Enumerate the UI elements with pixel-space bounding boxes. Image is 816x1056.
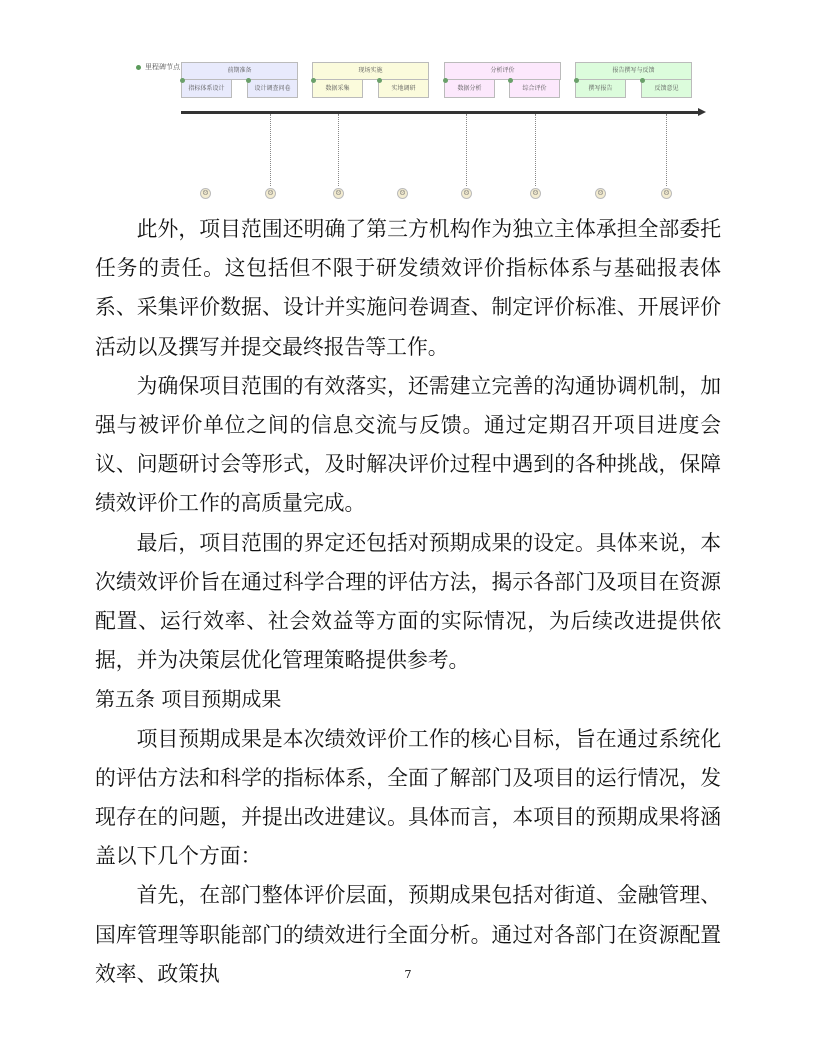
page-number: 7: [404, 968, 412, 981]
stage-4: 报告撰写与反馈: [575, 62, 692, 80]
milestone-dot-icon: [640, 78, 645, 83]
stage-2: 现场实施: [312, 62, 429, 80]
task: [181, 80, 232, 98]
dotted-connector: [270, 114, 271, 186]
task-label: 数据采集: [325, 85, 350, 92]
task-label: 指标体系设计: [188, 85, 225, 92]
timeline-diagram: [0, 0, 816, 210]
milestone-dot-icon: [508, 78, 513, 83]
paragraph: 首先，在部门整体评价层面，预期成果包括对街道、金融管理、国库管理等职能部门的绩效进行全面分析。通过对各部门在资源配置效率、政策执: [95, 883, 721, 986]
paragraph: 此外，项目范围还明确了第三方机构作为独立主体承担全部委托任务的责任。这包括但不限于研发绩效评价指标体系与基础报表体系、采集评价数据、设计并实施问卷调查、制定评价标准、开展评价活动以及撰写并提交最终报告等工作。: [95, 217, 721, 359]
sad-face-icon: ☹: [595, 188, 606, 199]
milestone-dot-icon: [246, 78, 251, 83]
document-body: [95, 210, 721, 994]
milestone-dot-icon: [443, 78, 448, 83]
milestone-dot-icon: [136, 65, 141, 70]
dotted-connector: [338, 114, 339, 186]
milestone-dot-icon: [574, 78, 579, 83]
task-label: 综合评价: [522, 85, 547, 92]
task: [444, 80, 495, 98]
section-heading: 第五条 项目预期成果: [95, 687, 282, 712]
legend-label: 里程碑节点: [145, 63, 180, 71]
dotted-connector: [666, 114, 667, 186]
sad-face-icon: ☹: [661, 188, 672, 199]
task: [378, 80, 429, 98]
dotted-connector: [466, 114, 467, 186]
task-label: 撰写报告: [588, 85, 613, 92]
legend: [136, 62, 180, 72]
sad-face-icon: ☹: [461, 188, 472, 199]
task-label: 反馈意见: [654, 85, 679, 92]
task-label: 实地调研: [391, 85, 416, 92]
timeline-axis: [181, 111, 699, 114]
sad-face-icon: ☹: [333, 188, 344, 199]
task: [641, 80, 692, 98]
task: [247, 80, 298, 98]
paragraph: 为确保项目范围的有效落实，还需建立完善的沟通协调机制，加强与被评价单位之间的信息交流与反馈。通过定期召开项目进度会议、问题研讨会等形式，及时解决评价过程中遇到的各种挑战，保障绩效评价工作的高质量完成。: [95, 373, 721, 516]
milestone-dot-icon: [377, 78, 382, 83]
task: [575, 80, 626, 98]
milestone-dot-icon: [311, 78, 316, 83]
stage-1: 前期准备: [181, 62, 298, 80]
sad-face-icon: ☹: [265, 188, 276, 199]
task: [312, 80, 363, 98]
dotted-connector: [535, 114, 536, 186]
stage-3: 分析评价: [444, 62, 561, 80]
task: [509, 80, 560, 98]
paragraph: 最后，项目范围的界定还包括对预期成果的设定。具体来说，本次绩效评价旨在通过科学合理的评估方法，揭示各部门及项目在资源配置、运行效率、社会效益等方面的实际情况，为后续改进提供依据，并为决策层优化管理策略提供参考。: [95, 530, 721, 673]
task-label: 设计调查问卷: [254, 85, 291, 92]
sad-face-icon: ☹: [200, 188, 211, 199]
task-label: 数据分析: [457, 85, 482, 92]
paragraph: 项目预期成果是本次绩效评价工作的核心目标，旨在通过系统化的评估方法和科学的指标体系，全面了解部门及项目的运行情况，发现存在的问题，并提出改进建议。具体而言，本项目的预期成果将涵盖以下几个方面：: [95, 726, 721, 869]
arrow-right-icon: [698, 108, 706, 116]
sad-face-icon: ☹: [530, 188, 541, 199]
sad-face-icon: ☹: [397, 188, 408, 199]
milestone-dot-icon: [180, 78, 185, 83]
